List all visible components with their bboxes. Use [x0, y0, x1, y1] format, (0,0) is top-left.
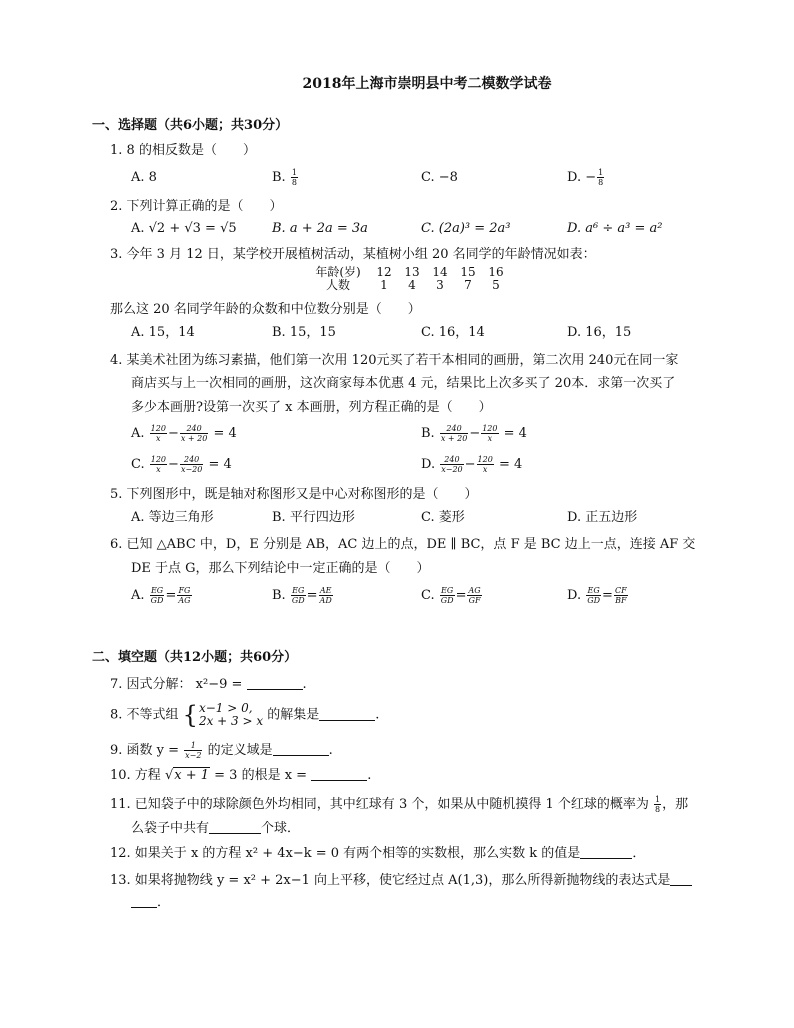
question-11-line2: 么袋子中共有 个球．	[131, 821, 301, 836]
table-row	[306, 279, 510, 292]
q2-option-b: B. a + 2a = 3a	[272, 221, 368, 236]
answer-blank[interactable]	[273, 743, 329, 756]
answer-blank[interactable]	[670, 873, 692, 886]
table-cell: 16	[488, 265, 504, 279]
q6-option-b: B. $\frac{EG}{GD}$ = $\frac{AE}{AD}$	[272, 586, 332, 605]
brace-symbol: {	[182, 701, 198, 729]
q6-option-d: D. $\frac{EG}{GD}$ = $\frac{CF}{BF}$	[567, 586, 627, 605]
question-4-line2: 商店买与上一次相同的画册，这次商家每本优惠 4 元，结果比上次多买了 20本．求第一次买了	[131, 376, 676, 391]
table-cell: 15	[460, 265, 476, 279]
answer-blank[interactable]	[209, 821, 261, 834]
q5-option-b: B. 平行四边形	[272, 510, 355, 525]
fraction: $\frac{240}{x-20}$	[180, 455, 203, 474]
fraction: $\frac{1}{8}$	[598, 168, 604, 187]
table-cell: 人数	[325, 278, 350, 292]
question-10: 10. 方程 √x + 1 = 3 的根是 x = .	[110, 768, 372, 783]
section-1-heading: 一、选择题（共6小题；共30分）	[92, 118, 289, 133]
question-4-line1: 4. 某美术社团为练习素描，他们第一次用 120元买了若干本相同的画册，第二次用 240元在同一家	[110, 353, 679, 368]
table-cell: 13	[404, 265, 420, 279]
question-12: 12. 如果关于 x 的方程 x² + 4x−k = 0 有两个相等的实数根，那么实数 k 的值是 ．	[110, 846, 646, 861]
fraction: $\frac{240}{x + 20}$	[440, 424, 468, 443]
fraction: $\frac{AE}{AD}$	[319, 586, 332, 605]
q3-option-b: B. 15，15	[272, 325, 336, 340]
question-4-line3: 多少本画册?设第一次买了 x 本画册，列方程正确的是（ ）	[131, 400, 492, 415]
fraction: $\frac{EG}{GD}$	[440, 586, 454, 605]
question-1-stem: 1. 8 的相反数是（ ）	[110, 143, 256, 158]
answer-blank-cont[interactable]	[131, 895, 157, 908]
question-13-line1: 13. 如果将抛物线 y = x² + 2x−1 向上平移，使它经过点 A(1,3)，那么所得新抛物线的表达式是	[110, 873, 692, 889]
q4-option-a: A. $\frac{120}{x}$ − $\frac{240}{x + 20}$ = 4	[131, 424, 237, 443]
q2-option-d: D. a⁶ ÷ a³ = a²	[567, 221, 663, 236]
fraction: $\frac{120}{x}$	[150, 424, 166, 443]
q3-option-c: C. 16，14	[421, 325, 485, 340]
fraction: $\frac{240}{x-20}$	[441, 455, 463, 474]
table-cell: 3	[436, 278, 444, 292]
question-6-line2: DE 于点 G，那么下列结论中一定正确的是（ ）	[131, 561, 430, 576]
fraction: $\frac{120}{x}$	[477, 455, 493, 474]
table-cell: 14	[432, 265, 448, 279]
section-2-heading: 二、填空题（共12小题；共60分）	[92, 650, 298, 665]
table-cell: 1	[380, 278, 388, 292]
fraction: $\frac{FG}{AG}$	[178, 586, 191, 605]
question-2-stem: 2. 下列计算正确的是（ ）	[110, 199, 283, 214]
question-9: 9. 函数 y = $\frac{1}{x-2}$ 的定义域是 .	[110, 741, 333, 760]
answer-blank[interactable]	[247, 677, 303, 690]
q4-option-c: C. $\frac{120}{x}$ − $\frac{240}{x-20}$ = 4	[131, 455, 232, 474]
question-3-stem: 3. 今年 3 月 12 日，某学校开展植树活动，某植树小组 20 名同学的年龄情况如表：	[110, 247, 596, 262]
q2-option-a: A. √2 + √3 = √5	[131, 221, 237, 236]
q3-option-a: A. 15，14	[131, 325, 195, 340]
table-cell: 年龄(岁)	[315, 265, 361, 279]
fraction: $\frac{AG}{GF}$	[468, 586, 481, 605]
q4-option-b: B. $\frac{240}{x + 20}$ − $\frac{120}{x}$ = 4	[421, 424, 527, 443]
q1-option-c: C. −8	[421, 170, 458, 185]
age-table	[306, 266, 510, 292]
q3-option-d: D. 16，15	[567, 325, 632, 340]
q1-option-a: A. 8	[131, 170, 157, 185]
question-13-line2: ．	[131, 895, 170, 911]
q6-option-c: C. $\frac{EG}{GD}$ = $\frac{AG}{GF}$	[421, 586, 481, 605]
question-7: 7. 因式分解： x²−9 = .	[110, 677, 307, 692]
fraction: $\frac{1}{x-2}$	[185, 741, 202, 760]
table-cell: 7	[464, 278, 472, 292]
q6-option-a: A. $\frac{EG}{GD}$ = $\frac{FG}{AG}$	[131, 586, 191, 605]
fraction: $\frac{CF}{BF}$	[614, 586, 627, 605]
exam-title: 2018年上海市崇明县中考二模数学试卷	[302, 76, 552, 92]
fraction: $\frac{EG}{GD}$	[587, 586, 601, 605]
answer-blank[interactable]	[319, 708, 375, 721]
q1-option-b: B. $\frac{1}{8}$	[272, 168, 297, 187]
inequality-system: x−1 > 0, 2x + 3 > x	[198, 701, 264, 728]
sqrt-symbol: √	[164, 768, 174, 783]
fraction: $\frac{120}{x}$	[482, 424, 498, 443]
q1-option-d: D. − $\frac{1}{8}$	[567, 168, 604, 187]
fraction: $\frac{EG}{GD}$	[150, 586, 164, 605]
q2-option-c: C. (2a)³ = 2a³	[421, 221, 511, 236]
answer-blank[interactable]	[311, 768, 367, 781]
table-cell: 4	[408, 278, 416, 292]
table-cell: 12	[376, 265, 392, 279]
fraction: $\frac{120}{x}$	[150, 455, 167, 474]
fraction: $\frac{1}{8}$	[291, 168, 297, 187]
question-11-line1: 11. 已知袋子中的球除颜色外均相同，其中红球有 3 个，如果从中随机摸得 1 个红球的概率为 $\frac{1}{8}$ ，那	[110, 795, 689, 814]
question-6-line1: 6. 已知 △ABC 中，D，E 分别是 AB，AC 边上的点，DE ∥ BC，点 F 是 BC 边上一点，连接 AF 交	[110, 537, 696, 552]
q5-option-c: C. 菱形	[421, 510, 465, 525]
fraction: $\frac{240}{x + 20}$	[180, 424, 208, 443]
q5-option-a: A. 等边三角形	[131, 510, 214, 525]
table-cell: 5	[492, 278, 500, 292]
fraction: $\frac{EG}{GD}$	[291, 586, 305, 605]
q4-option-d: D. $\frac{240}{x-20}$ − $\frac{120}{x}$ = 4	[421, 455, 523, 474]
q5-option-d: D. 正五边形	[567, 510, 638, 525]
question-8: 8. 不等式组 { x−1 > 0, 2x + 3 > x 的解集是 .	[110, 701, 380, 729]
fraction: $\frac{1}{8}$	[655, 795, 661, 814]
answer-blank[interactable]	[580, 846, 632, 859]
question-3-follow: 那么这 20 名同学年龄的众数和中位数分别是（ ）	[110, 302, 421, 317]
question-5-stem: 5. 下列图形中，既是轴对称图形又是中心对称图形的是（ ）	[110, 487, 478, 502]
